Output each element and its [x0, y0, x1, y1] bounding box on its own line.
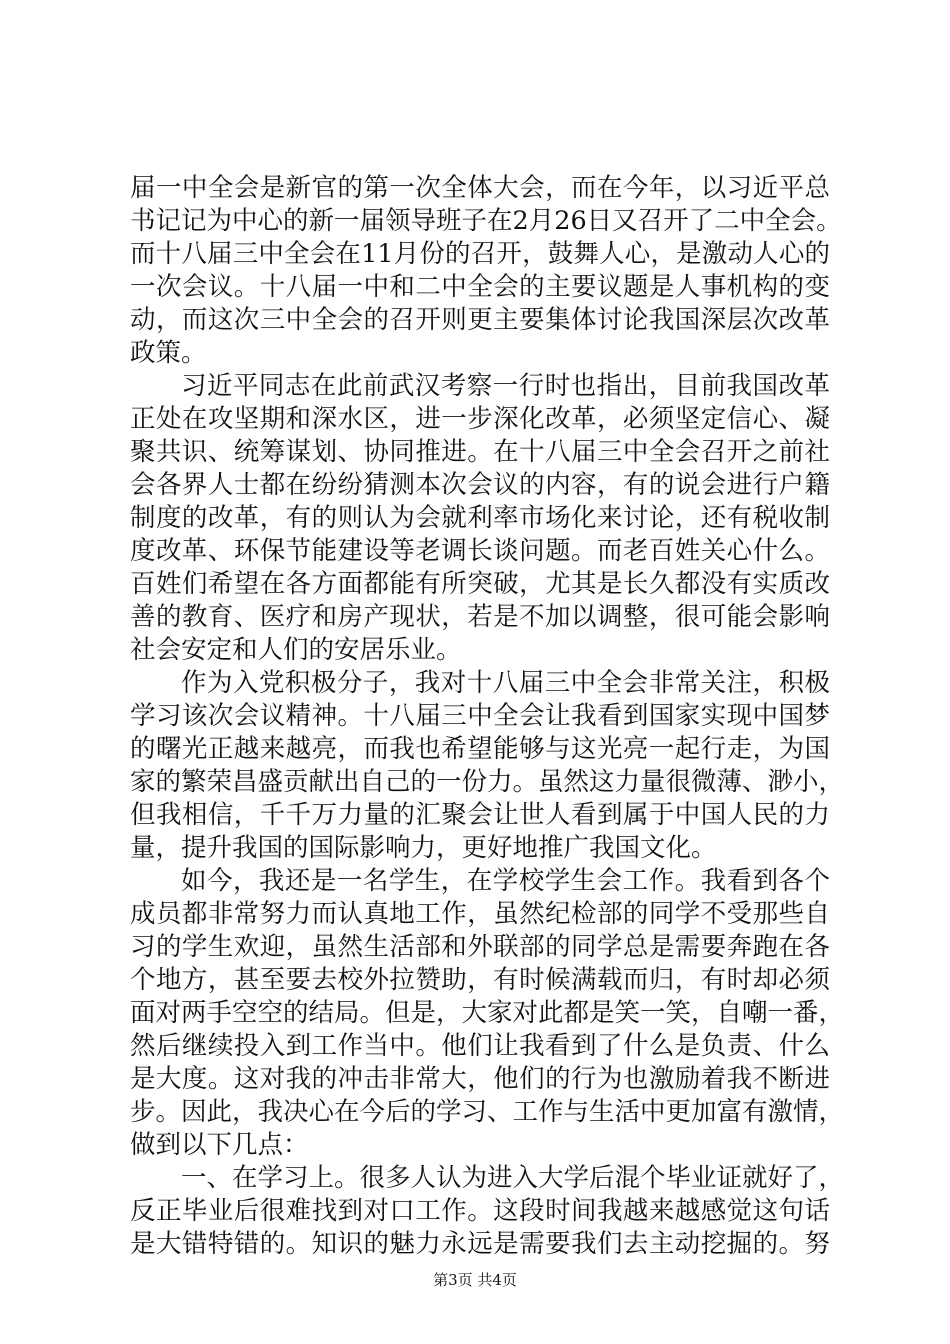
- text-line: 是大度。这对我的冲击非常大，他们的行为也激励着我不断进: [130, 1064, 830, 1094]
- text-line: 面对两手空空的结局。但是，大家对此都是笑一笑，自嘲一番，: [130, 998, 845, 1028]
- text-line: 聚共识、统筹谋划、协同推进。在十八届三中全会召开之前社: [130, 437, 830, 467]
- text-line: 但我相信，千千万力量的汇聚会让世人看到属于中国人民的力: [130, 800, 830, 830]
- text-line: 而十八届三中全会在11月份的召开，鼓舞人心，是激动人心的: [130, 239, 830, 269]
- text-line: 的曙光正越来越亮，而我也希望能够与这光亮一起行走，为国: [130, 734, 830, 764]
- text-line: 作为入党积极分子，我对十八届三中全会非常关注，积极: [181, 668, 830, 698]
- text-line: 制度的改革，有的则认为会就利率市场化来讨论，还有税收制: [130, 503, 830, 533]
- text-line: 书记记为中心的新一届领导班子在2月26日又召开了二中全会。: [130, 206, 842, 236]
- text-line: 习的学生欢迎，虽然生活部和外联部的同学总是需要奔跑在各: [130, 932, 830, 962]
- text-line: 一次会议。十八届一中和二中全会的主要议题是人事机构的变: [130, 272, 830, 302]
- text-line: 做到以下几点：: [130, 1130, 309, 1160]
- text-line: 是大错特错的。知识的魅力永远是需要我们去主动挖掘的。努: [130, 1229, 830, 1259]
- text-line: 一、在学习上。很多人认为进入大学后混个毕业证就好了，: [181, 1163, 845, 1193]
- page-footer: 第3页 共4页: [433, 1271, 517, 1289]
- text-line: 善的教育、医疗和房产现状，若是不加以调整，很可能会影响: [130, 602, 830, 632]
- text-line: 反正毕业后很难找到对口工作。这段时间我越来越感觉这句话: [130, 1196, 830, 1226]
- text-line: 会各界人士都在纷纷猜测本次会议的内容，有的说会进行户籍: [130, 470, 830, 500]
- text-line: 然后继续投入到工作当中。他们让我看到了什么是负责、什么: [130, 1031, 830, 1061]
- text-line: 届一中全会是新官的第一次全体大会，而在今年，以习近平总: [130, 173, 830, 203]
- text-line: 百姓们希望在各方面都能有所突破，尤其是长久都没有实质改: [130, 569, 830, 599]
- text-line: 家的繁荣昌盛贡献出自己的一份力。虽然这力量很微薄、渺小，: [130, 767, 845, 797]
- text-line: 动，而这次三中全会的召开则更主要集体讨论我国深层次改革: [130, 305, 830, 335]
- text-line: 量，提升我国的国际影响力，更好地推广我国文化。: [130, 833, 717, 863]
- text-line: 度改革、环保节能建设等老调长谈问题。而老百姓关心什么。: [130, 536, 830, 566]
- text-line: 学习该次会议精神。十八届三中全会让我看到国家实现中国梦: [130, 701, 830, 731]
- text-line: 政策。: [130, 338, 207, 368]
- text-line: 个地方，甚至要去校外拉赞助，有时候满载而归，有时却必须: [130, 965, 830, 995]
- text-line: 如今，我还是一名学生，在学校学生会工作。我看到各个: [181, 866, 830, 896]
- text-line: 步。因此，我决心在今后的学习、工作与生活中更加富有激情，: [130, 1097, 845, 1127]
- text-line: 习近平同志在此前武汉考察一行时也指出，目前我国改革: [181, 371, 830, 401]
- body-text: [130, 172, 845, 1261]
- text-line: 正处在攻坚期和深水区，进一步深化改革，必须坚定信心、凝: [130, 404, 830, 434]
- text-line: 社会安定和人们的安居乐业。: [130, 635, 462, 665]
- text-line: 成员都非常努力而认真地工作，虽然纪检部的同学不受那些自: [130, 899, 830, 929]
